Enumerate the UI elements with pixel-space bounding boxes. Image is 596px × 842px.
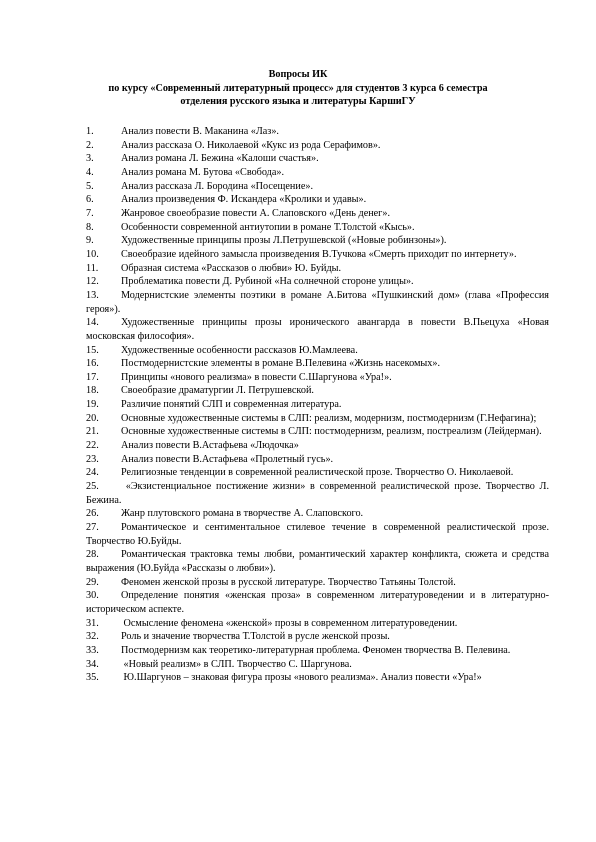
list-item <box>86 289 549 316</box>
item-text: Художественные принципы прозы иронического авангарда в повести В.Пьецуха «Новая московская философия». <box>86 317 549 342</box>
list-item <box>86 617 549 631</box>
item-number: 13. <box>86 289 99 301</box>
list-item <box>86 507 549 521</box>
item-text: Осмысление феномена «женской» прозы в современном литературоведении. <box>121 617 458 629</box>
item-text: Основные художественные системы в СЛП: реализм, модернизм, постмодернизм (Г.Нефагина); <box>121 412 537 424</box>
item-number: 2. <box>86 139 94 151</box>
item-number: 33. <box>86 644 99 656</box>
item-text: Феномен женской прозы в русской литературе. Творчество Татьяны Толстой. <box>121 576 456 588</box>
list-item <box>86 193 549 207</box>
item-text: Основные художественные системы в СЛП: постмодернизм, реализм, постреализм (Лейдерман). <box>121 426 542 438</box>
item-text: Романтическое и сентиментальное стилевое течение в современной реалистической прозе. Творчество Ю.Буйды. <box>86 522 549 547</box>
item-number: 6. <box>86 194 94 206</box>
item-text: Жанровое своеобразие повести А. Слаповского «День денег». <box>121 207 391 219</box>
item-number: 11. <box>86 262 99 274</box>
item-text: Жанр плутовского романа в творчестве А. Слаповского. <box>121 508 364 520</box>
list-item <box>86 248 549 262</box>
list-item <box>86 384 549 398</box>
list-item <box>86 439 549 453</box>
item-number: 21. <box>86 426 99 438</box>
item-text: Постмодернистские элементы в романе В.Пелевина «Жизнь насекомых». <box>121 358 440 370</box>
item-text: «Новый реализм» в СЛП. Творчество С. Шаргунова. <box>121 658 352 670</box>
course-subtitle: по курсу «Современный литературный процесс» для студентов 3 курса 6 семестра <box>108 82 488 94</box>
item-number: 31. <box>86 617 99 629</box>
list-item <box>86 548 549 575</box>
list-item <box>86 139 549 153</box>
item-text: Различие понятий СЛП и современная литература. <box>121 399 342 411</box>
list-item <box>86 207 549 221</box>
item-number: 24. <box>86 467 99 479</box>
list-item <box>86 180 549 194</box>
item-text: Романтическая трактовка темы любви, романтический характер конфликта, сюжета и средства выражения (Ю.Буйда «Рассказы о любви»). <box>86 549 549 574</box>
item-number: 28. <box>86 549 99 561</box>
item-text: Анализ повести В.Астафьева «Людочка» <box>121 440 299 452</box>
item-text: Постмодернизм как теоретико-литературная проблема. Феномен творчества В. Пелевина. <box>121 644 511 656</box>
question-list <box>86 125 549 685</box>
item-text: Религиозные тенденции в современной реалистической прозе. Творчество О. Николаевой. <box>121 467 514 479</box>
item-text: Анализ рассказа О. Николаевой «Кукс из рода Серафимов». <box>121 139 381 151</box>
item-number: 19. <box>86 399 99 411</box>
item-text: Своеобразие драматургии Л. Петрушевской. <box>121 385 314 397</box>
item-number: 26. <box>86 508 99 520</box>
list-item <box>86 466 549 480</box>
list-item <box>86 412 549 426</box>
item-text: Анализ рассказа Л. Бородина «Посещение». <box>121 180 313 192</box>
item-text: Принципы «нового реализма» в повести С.Шаргунова «Ура!». <box>121 371 392 383</box>
item-number: 1. <box>86 126 94 137</box>
item-number: 7. <box>86 207 94 219</box>
list-item <box>86 152 549 166</box>
item-text: «Экзистенциальное постижение жизни» в современной реалистической прозе. Творчество Л. Бежина. <box>86 481 549 506</box>
list-item <box>86 576 549 590</box>
item-number: 5. <box>86 180 94 192</box>
list-item <box>86 589 549 616</box>
item-number: 29. <box>86 576 99 588</box>
item-text: Определение понятия «женская проза» в современном литературоведении и в литературно-историческом аспекте. <box>86 590 549 615</box>
item-number: 18. <box>86 385 99 397</box>
item-number: 20. <box>86 412 99 424</box>
item-text: Своеобразие идейного замысла произведения В.Тучкова «Смерть приходит по интернету». <box>121 248 517 260</box>
list-item <box>86 275 549 289</box>
item-number: 4. <box>86 166 94 178</box>
list-item <box>86 658 549 672</box>
list-item <box>86 521 549 548</box>
item-number: 8. <box>86 221 94 233</box>
item-text: Анализ романа М. Бутова «Свобода». <box>121 166 284 178</box>
item-text: Модернистские элементы поэтики в романе А.Битова «Пушкинский дом» (глава «Профессия героя»). <box>86 289 549 315</box>
item-number: 34. <box>86 658 99 670</box>
item-number: 12. <box>86 276 99 288</box>
list-item <box>86 221 549 235</box>
item-number: 10. <box>86 248 99 260</box>
item-number: 27. <box>86 522 99 534</box>
list-item <box>86 425 549 439</box>
item-text: Анализ произведения Ф. Искандера «Кролики и удавы». <box>121 194 367 206</box>
item-text: Анализ повести В. Маканина «Лаз». <box>121 126 279 137</box>
item-number: 25. <box>86 481 99 493</box>
item-number: 14. <box>86 317 99 329</box>
list-item <box>86 371 549 385</box>
list-item <box>86 644 549 658</box>
item-number: 35. <box>86 672 99 684</box>
item-number: 23. <box>86 453 99 465</box>
item-text: Художественные особенности рассказов Ю.Мамлеева. <box>121 344 358 356</box>
list-item <box>86 671 549 685</box>
item-number: 17. <box>86 371 99 383</box>
document-header <box>60 68 536 109</box>
item-number: 9. <box>86 235 94 247</box>
list-item <box>86 166 549 180</box>
item-text: Проблематика повести Д. Рубиной «На солнечной стороне улицы». <box>121 276 414 288</box>
list-item <box>86 125 549 139</box>
list-item <box>86 316 549 343</box>
list-item <box>86 344 549 358</box>
item-text: Особенности современной антиутопии в романе Т.Толстой «Кысь». <box>121 221 415 233</box>
list-item <box>86 398 549 412</box>
item-number: 15. <box>86 344 99 356</box>
list-item <box>86 357 549 371</box>
item-number: 16. <box>86 358 99 370</box>
list-item <box>86 262 549 276</box>
item-number: 3. <box>86 153 94 165</box>
item-text: Анализ повести В.Астафьева «Пролетный гусь». <box>121 453 334 465</box>
list-item <box>86 453 549 467</box>
list-item <box>86 630 549 644</box>
item-text: Образная система «Рассказов о любви» Ю. Буйды. <box>121 262 342 274</box>
list-item <box>86 234 549 248</box>
item-text: Художественные принципы прозы Л.Петрушевской («Новые робинзоны»). <box>121 235 447 247</box>
item-number: 22. <box>86 440 99 452</box>
item-number: 30. <box>86 590 99 602</box>
list-item <box>86 480 549 507</box>
document-title: Вопросы ИК <box>268 69 328 80</box>
item-text: Ю.Шаргунов – знаковая фигура прозы «нового реализма». Анализ повести «Ура!» <box>121 672 482 684</box>
item-number: 32. <box>86 631 99 643</box>
department-subtitle: отделения русского языка и литературы КаршиГУ <box>180 96 416 107</box>
item-text: Анализ романа Л. Бежина «Калоши счастья». <box>121 153 319 165</box>
item-text: Роль и значение творчества Т.Толстой в русле женской прозы. <box>121 631 390 643</box>
